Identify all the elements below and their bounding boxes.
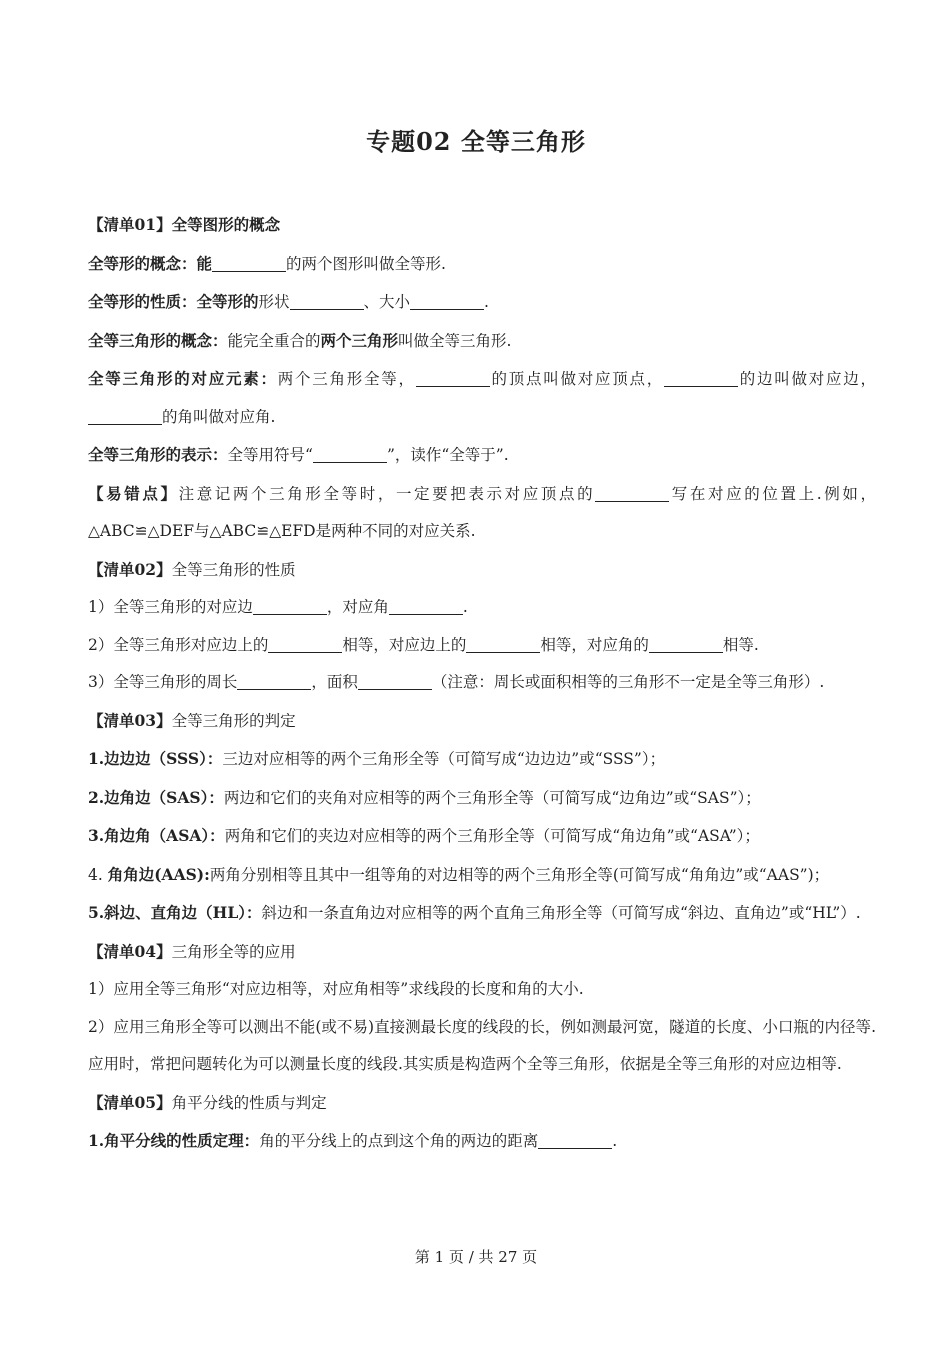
text: 三角形全等的应用 — [171, 942, 296, 961]
bold-text: 【清单02】 — [88, 559, 172, 579]
paragraph — [88, 206, 876, 245]
bold-text: 【清单01】 — [88, 215, 172, 234]
text: ”，读作“全等于”. — [386, 446, 509, 464]
paragraph — [88, 360, 876, 436]
text: 2）应用三角形全等可以测出不能(或不易)直接测最长度的线段的长，例如测最河宽，隧道的长度、小口瓶的内径等.应用时，常把问题转化为可以测量长度的线段.其实质是构造两个全等三角形，依据是全等三角形的对应边相等. — [88, 1017, 876, 1073]
fill-in-blank — [389, 599, 463, 616]
text: 三边对应相等的两个三角形全等（可简写成“边边边”或“SSS”）； — [222, 750, 666, 768]
paragraph — [88, 664, 876, 702]
bold-text: 全等形的性质：全等形的 — [88, 292, 259, 311]
bold-text: 两个三角形 — [320, 330, 399, 350]
bold-text: 【易错点】 — [88, 483, 179, 503]
document-body — [88, 206, 876, 1161]
paragraph — [88, 589, 876, 627]
fill-in-blank — [649, 636, 723, 653]
text: . — [484, 293, 489, 311]
paragraph — [88, 1122, 876, 1161]
fill-in-blank — [466, 636, 540, 653]
text: 注意记两个三角形全等时，一定要把表示对应顶点的 — [178, 484, 596, 503]
paragraph — [88, 856, 876, 895]
text: 全等三角形的性质 — [171, 560, 296, 579]
text: 两角分别相等且其中一组等角的对边相等的两个三角形全等(可简写成“角角边”或“AAS”)； — [209, 865, 830, 884]
page-footer: 第 1 页 / 共 27 页 — [414, 1248, 538, 1266]
text: 两边和它们的夹角对应相等的两个三角形全等（可简写成“边角边”或“SAS”）； — [223, 788, 761, 807]
fill-in-blank — [416, 371, 490, 388]
paragraph — [88, 475, 876, 551]
bold-text: 全等图形的概念 — [171, 215, 281, 234]
paragraph — [88, 1009, 876, 1084]
text: 相等，对应边上的 — [342, 635, 467, 654]
text: 两角和它们的夹边对应相等的两个三角形全等（可简写成“角边角”或“ASA”）； — [224, 827, 760, 845]
paragraph — [88, 322, 876, 361]
text: . — [462, 598, 468, 616]
text: 角的平分线上的点到这个角的两边的距离 — [259, 1132, 539, 1150]
text: ，对应角 — [326, 598, 389, 616]
text: 角平分线的性质与判定 — [171, 1093, 327, 1112]
paragraph — [88, 551, 876, 590]
paragraph — [88, 702, 876, 741]
paragraph — [88, 283, 876, 322]
bold-text: 2.边角边（SAS）： — [88, 787, 224, 807]
bold-text: 【清单05】 — [88, 1092, 172, 1112]
text: . — [612, 1132, 618, 1150]
text: 相等. — [722, 635, 759, 654]
fill-in-blank — [268, 636, 342, 653]
paragraph — [88, 627, 876, 665]
paragraph — [88, 779, 876, 818]
paragraph — [88, 245, 876, 284]
fill-in-blank — [410, 294, 484, 311]
text: 的两个图形叫做全等形. — [286, 254, 446, 273]
text: 4. — [88, 865, 108, 884]
fill-in-blank — [595, 485, 669, 502]
paragraph — [88, 740, 876, 779]
paragraph — [88, 817, 876, 856]
text: 1）应用全等三角形“对应边相等，对应角相等”求线段的长度和角的大小. — [88, 980, 584, 998]
text: 的边叫做对应边， — [737, 370, 876, 388]
text: 、大小 — [363, 293, 411, 311]
fill-in-blank — [237, 674, 311, 691]
paragraph — [88, 894, 876, 933]
bold-text: 全等形的概念：能 — [88, 253, 213, 273]
page-title: 专题02 全等三角形 — [366, 127, 586, 156]
bold-text: 3.角边角（ASA）： — [88, 826, 225, 845]
text: 形状 — [258, 293, 290, 311]
bold-text: 角角边(AAS): — [107, 864, 210, 884]
fill-in-blank — [313, 447, 387, 464]
text: 写在对应的位置上.例如，△ABC≌△DEF与△ABC≌△EFD是两种不同的对应关系. — [88, 484, 876, 540]
bold-text: 全等三角形的概念： — [88, 330, 228, 350]
fill-in-blank — [358, 674, 432, 691]
fill-in-blank — [212, 255, 286, 272]
bold-text: 全等三角形的表示： — [88, 445, 228, 464]
bold-text: 全等三角形的对应元素： — [88, 369, 278, 388]
text: 能完全重合的 — [227, 331, 321, 350]
text: 的角叫做对应角. — [162, 407, 276, 426]
text: 相等，对应角的 — [540, 635, 649, 654]
fill-in-blank — [538, 1133, 612, 1150]
text: 两个三角形全等， — [277, 370, 416, 388]
bold-text: 1.角平分线的性质定理： — [88, 1131, 260, 1150]
fill-in-blank — [88, 408, 162, 425]
paragraph — [88, 436, 876, 475]
fill-in-blank — [253, 599, 327, 616]
bold-text: 【清单04】 — [88, 941, 172, 961]
text: ，面积 — [311, 673, 358, 691]
bold-text: 5.斜边、直角边（HL）： — [88, 903, 262, 922]
text: 叫做全等三角形. — [398, 331, 512, 350]
fill-in-blank — [290, 294, 364, 311]
text: 2）全等三角形对应边上的 — [88, 635, 269, 654]
paragraph — [88, 933, 876, 972]
paragraph — [88, 1084, 876, 1123]
paragraph — [88, 971, 876, 1009]
bold-text: 1.边边边（SSS）： — [88, 749, 223, 768]
bold-text: 【清单03】 — [88, 710, 172, 730]
text: 斜边和一条直角边对应相等的两个直角三角形全等（可简写成“斜边、直角边”或“HL”）. — [261, 904, 861, 922]
text: （注意：周长或面积相等的三角形不一定是全等三角形）. — [431, 673, 825, 691]
text: 的顶点叫做对应顶点， — [489, 370, 664, 388]
text: 全等用符号“ — [227, 446, 313, 464]
fill-in-blank — [664, 371, 738, 388]
text: 3）全等三角形的周长 — [88, 673, 238, 691]
text: 1）全等三角形的对应边 — [88, 598, 253, 616]
text: 全等三角形的判定 — [171, 711, 296, 730]
